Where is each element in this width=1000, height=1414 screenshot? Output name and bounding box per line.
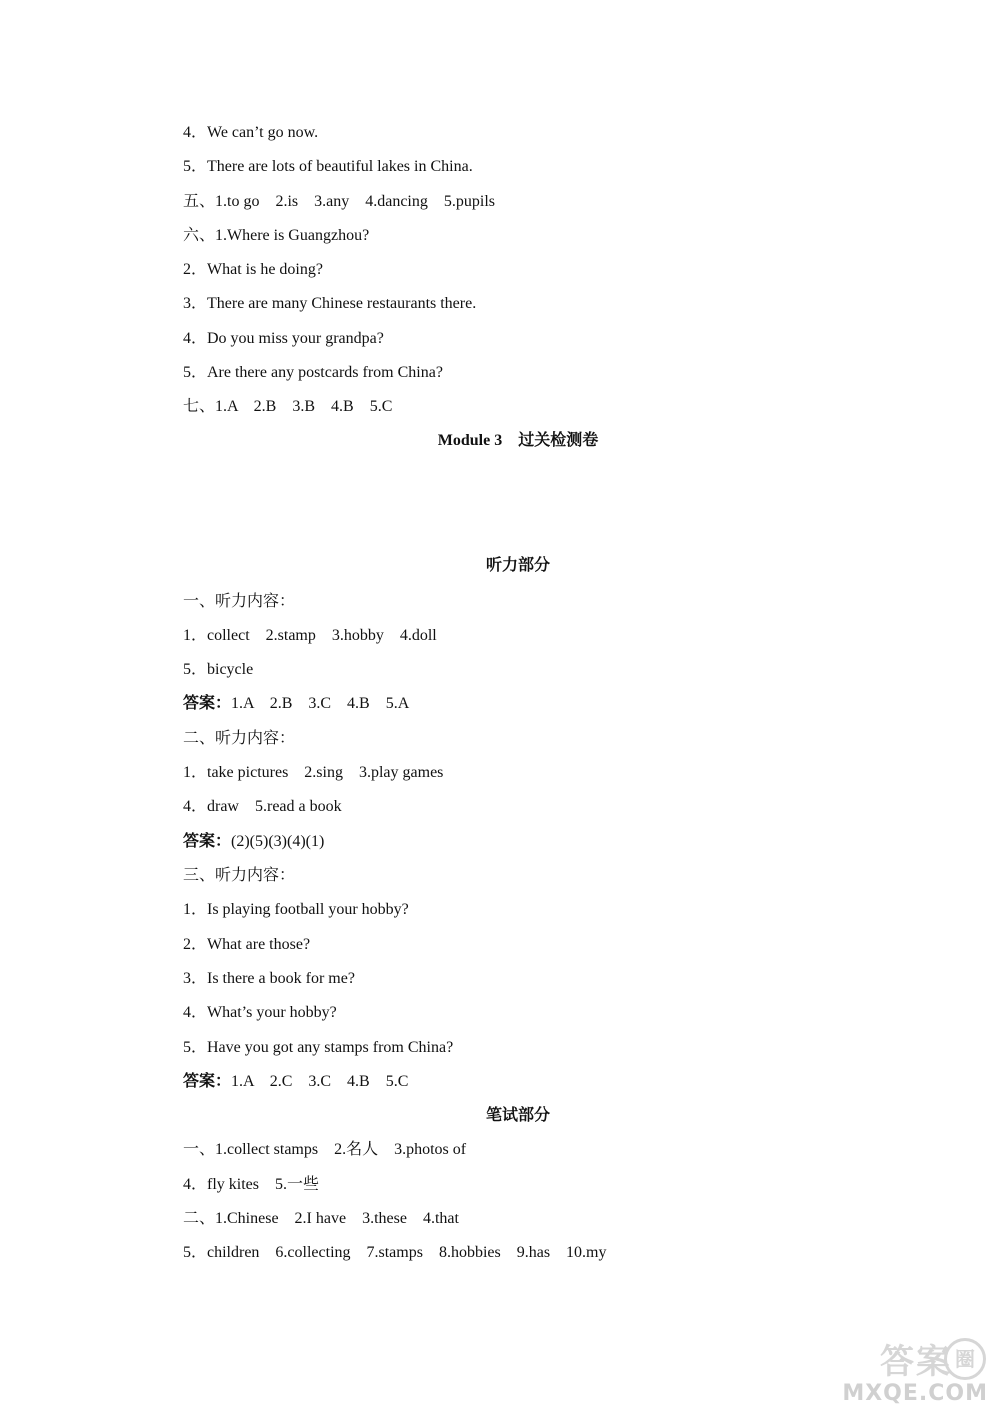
listening-line: 二、听力内容： bbox=[183, 730, 296, 747]
listening-heading: 听力部分 bbox=[485, 557, 550, 574]
answer-label: 答案： bbox=[183, 833, 232, 850]
listening-line: 1．collect 2.stamp 3.hobby 4.doll bbox=[183, 627, 437, 644]
listening-line: 1．Is playing football your hobby? bbox=[183, 901, 409, 918]
answer-values: (2)(5)(3)(4)(1) bbox=[231, 833, 325, 850]
listening-line: 5．Have you got any stamps from China? bbox=[183, 1039, 454, 1056]
watermark-circle: 圈 bbox=[944, 1338, 986, 1380]
answer-line: 5．There are lots of beautiful lakes in China. bbox=[183, 158, 473, 175]
listening-line: 1．take pictures 2.sing 3.play games bbox=[183, 764, 444, 781]
written-line: 5．children 6.collecting 7.stamps 8.hobbies 9.has 10.my bbox=[183, 1244, 607, 1261]
answer-line: 五、1.to go 2.is 3.any 4.dancing 5.pupils bbox=[183, 193, 495, 210]
answer-line: 六、1.Where is Guangzhou? bbox=[183, 227, 370, 244]
answer-line: 七、1.A 2.B 3.B 4.B 5.C bbox=[183, 398, 393, 415]
answer-values: 1.A 2.B 3.C 4.B 5.A bbox=[231, 695, 410, 712]
answer-line: 5．Are there any postcards from China? bbox=[183, 364, 443, 381]
written-line: 一、1.collect stamps 2.名人 3.photos of bbox=[183, 1141, 467, 1158]
answer-label: 答案： bbox=[183, 695, 232, 712]
answer-line: 2．What is he doing? bbox=[183, 261, 323, 278]
answer-values: 1.A 2.C 3.C 4.B 5.C bbox=[231, 1073, 409, 1090]
watermark-domain: MXQE.COM bbox=[842, 1381, 988, 1406]
listening-line: 3．Is there a book for me? bbox=[183, 970, 355, 987]
answer-key-line bbox=[183, 1072, 408, 1092]
listening-line: 2．What are those? bbox=[183, 936, 311, 953]
answer-key-line bbox=[183, 694, 409, 714]
answer-line: 4．We can’t go now. bbox=[183, 124, 319, 141]
watermark-text: 答案 bbox=[880, 1342, 952, 1382]
watermark-logo bbox=[792, 1334, 992, 1406]
answer-label: 答案： bbox=[183, 1073, 232, 1090]
answer-key-line bbox=[183, 832, 324, 852]
listening-line: 5．bicycle bbox=[183, 661, 254, 678]
listening-line: 一、听力内容： bbox=[183, 593, 296, 610]
answer-line: 3．There are many Chinese restaurants there. bbox=[183, 295, 477, 312]
listening-line: 三、听力内容： bbox=[183, 867, 296, 884]
listening-line: 4．What’s your hobby? bbox=[183, 1004, 337, 1021]
written-line: 二、1.Chinese 2.I have 3.these 4.that bbox=[183, 1210, 459, 1227]
module-title: Module 3 过关检测卷 bbox=[437, 432, 599, 449]
listening-line: 4．draw 5.read a book bbox=[183, 798, 342, 815]
written-line: 4．fly kites 5.一些 bbox=[183, 1176, 319, 1193]
answer-line: 4．Do you miss your grandpa? bbox=[183, 330, 384, 347]
written-heading: 笔试部分 bbox=[485, 1107, 550, 1124]
